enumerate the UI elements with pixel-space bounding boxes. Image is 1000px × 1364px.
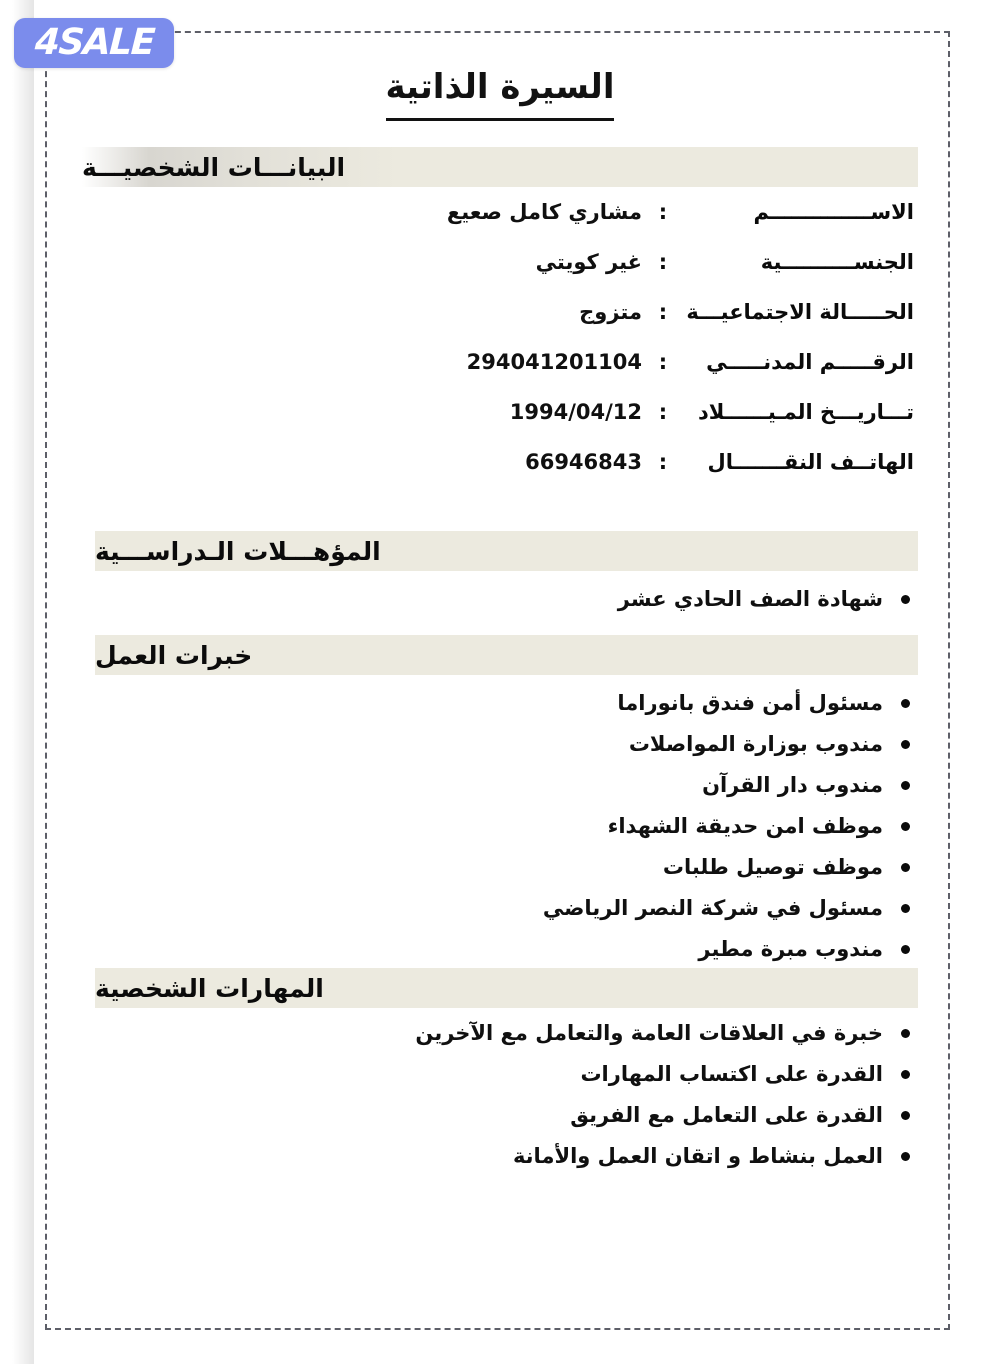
section-header-personal-data [82,147,918,187]
section-title-work-experience: خبرات العمل [95,640,253,670]
bullet-dot-icon [901,1029,910,1038]
list-item [95,724,918,765]
work-item-text: موظف توصيل طلبات [662,854,883,879]
list-item [95,683,918,724]
bullet-dot-icon [901,595,910,604]
list-item [95,806,918,847]
section-title-education: المؤهـــلات الـدراســـية [95,536,381,566]
document-title-container [0,66,1000,121]
skill-item-text: القدرة على التعامل مع الفريق [570,1102,883,1127]
list-item [95,1054,918,1095]
work-item-text: مندوب بوزارة المواصلات [628,731,883,756]
field-colon-mobile-phone: : [658,450,668,474]
field-colon-name: : [658,200,668,224]
field-value-name: مشاري كامل صعيع [446,200,642,224]
bullet-dot-icon [901,740,910,749]
work-item-text: مندوب دار القرآن [702,772,883,797]
bullet-dot-icon [901,1070,910,1079]
field-value-civil-id: 294041201104 [466,350,642,374]
foursale-watermark-logo [14,18,174,68]
list-item [95,1013,918,1054]
field-label-name: الاســــــــــــــم [753,200,914,224]
field-colon-nationality: : [658,250,668,274]
field-colon-marital-status: : [658,300,668,324]
list-item [95,579,918,620]
list-item [95,929,918,970]
bullet-dot-icon [901,863,910,872]
page-title: السيرة الذاتية [386,66,615,121]
foursale-logo-text: 4SALE [33,22,155,63]
work-item-text: مسئول في شركة النصر الرياضي [542,895,883,920]
field-label-marital-status: الحـــــالة الاجتماعيـــة [686,300,914,324]
field-colon-civil-id: : [658,350,668,374]
personal-row-birth-date [82,400,918,450]
field-value-mobile-phone: 66946843 [525,450,642,474]
section-header-work-experience [95,635,918,675]
bullet-dot-icon [901,945,910,954]
list-item [95,1095,918,1136]
skill-item-text: القدرة على اكتساب المهارات [580,1061,883,1086]
personal-skills-list [95,1013,918,1177]
section-header-education [95,531,918,571]
list-item [95,1136,918,1177]
field-label-mobile-phone: الهاتــف النقـــــــال [707,450,914,474]
personal-row-nationality [82,250,918,300]
work-item-text: مندوب مبرة مطير [698,936,883,961]
field-label-nationality: الجنســــــــــية [760,250,914,274]
work-experience-list [95,683,918,970]
personal-row-mobile-phone [82,450,918,500]
section-title-personal-data: البيانـــات الشخصيـــة [82,152,346,182]
section-title-personal-skills: المهارات الشخصية [95,973,324,1003]
skill-item-text: خبرة في العلاقات العامة والتعامل مع الآخرين [415,1020,883,1045]
bullet-dot-icon [901,781,910,790]
education-list [95,579,918,620]
education-item-text: شهادة الصف الحادي عشر [617,586,883,611]
bullet-dot-icon [901,904,910,913]
field-value-birth-date: 1994/04/12 [509,400,642,424]
work-item-text: مسئول أمن فندق بانوراما [617,690,883,715]
personal-row-civil-id [82,350,918,400]
work-item-text: موظف امن حديقة الشهداء [607,813,883,838]
list-item [95,888,918,929]
field-label-civil-id: الرقـــــم المدنـــــي [706,350,914,374]
list-item [95,765,918,806]
page-edge-shadow [12,0,34,1364]
section-header-personal-skills [95,968,918,1008]
bullet-dot-icon [901,1152,910,1161]
list-item [95,847,918,888]
bullet-dot-icon [901,822,910,831]
field-label-birth-date: تـــاريـــخ المـيــــــلاد [698,400,914,424]
bullet-dot-icon [901,1111,910,1120]
skill-item-text: العمل بنشاط و اتقان العمل والأمانة [512,1143,883,1168]
field-colon-birth-date: : [658,400,668,424]
personal-row-name [82,200,918,250]
personal-data-rows [82,200,918,500]
field-value-nationality: غير كويتي [535,250,642,274]
field-value-marital-status: متزوج [579,300,642,324]
personal-row-marital-status [82,300,918,350]
bullet-dot-icon [901,699,910,708]
